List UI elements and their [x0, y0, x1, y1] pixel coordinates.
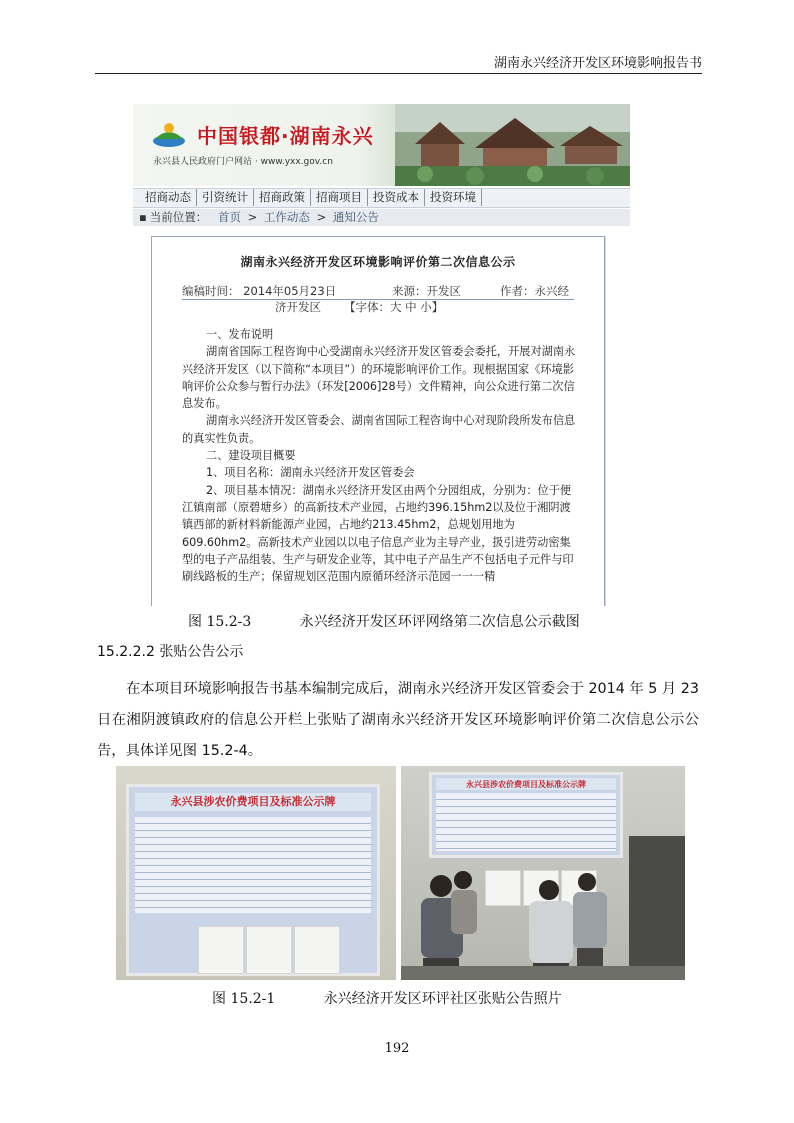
- notice-time: 编稿时间： 2014年05月23日: [182, 284, 337, 298]
- nav-item-1[interactable]: 招商动态: [133, 189, 197, 206]
- notice-paragraph: 2、项目基本情况：湖南永兴经济开发区由两个分园组成，分别为：位于便江镇南部（原碧塘乡）的高新技术产业园，占地约396.15hm2以及位于湘阴渡镇西部的新材料新能源产业园，占地约213.45hm2，总规划用地为609.60hm2。高新技术产业园以以电子信息产业为主导产业，扱引进劳动密集型的电子产品组装、生产与研发企业等，其中电子产品生产不包括电子元件与印刷线路板的生产；保留规划区范围内原循环经济示范园一一一精: [182, 483, 574, 584]
- section-heading: 15.2.2.2 张贴公告公示: [97, 644, 244, 660]
- figure-1-number: 图 15.2-3: [188, 614, 252, 630]
- posted-sheet: [198, 926, 244, 974]
- site-banner: [133, 104, 630, 186]
- board-title: 永兴县涉农价费项目及标准公示牌: [436, 778, 616, 790]
- people-reading-notice: [401, 866, 685, 980]
- figure-1-title: 永兴经济开发区环评网络第二次信息公示截图: [299, 614, 580, 630]
- figure-2-number: 图 15.2-1: [212, 991, 276, 1007]
- notice-heading-1: 一、发布说明: [206, 328, 274, 341]
- site-title: 中国银都·湖南永兴: [197, 124, 374, 148]
- banner-scenery-image: [395, 104, 630, 186]
- notice-source: 来源：开发区: [392, 284, 461, 298]
- nav-item-3[interactable]: 招商政策: [254, 189, 311, 206]
- notice-paragraph: 湖南永兴经济开发区管委会、湖南省国际工程咨询中心对现阶段所发布信息的真实性负责。: [182, 414, 576, 445]
- notice-paragraph: 1、项目名称：湖南永兴经济开发区管委会: [206, 466, 415, 480]
- breadcrumb-work[interactable]: 工作动态: [263, 210, 310, 224]
- notice-title: 湖南永兴经济开发区环境影响评价第二次信息公示: [240, 255, 516, 269]
- nav-item-4[interactable]: 招商项目: [311, 189, 368, 206]
- site-logo-icon: [151, 119, 187, 151]
- notice-body: [182, 326, 578, 585]
- breadcrumb-sep-1: >: [247, 210, 258, 224]
- body-paragraph: [97, 674, 699, 767]
- photo-notice-board-left: [116, 766, 396, 980]
- figure-2-caption: [212, 988, 562, 1008]
- font-size-selector[interactable]: 【字体：大 中 小】: [344, 300, 444, 314]
- notice-panel: [151, 236, 605, 606]
- breadcrumb-sep-2: >: [316, 210, 327, 224]
- breadcrumb-bullet-icon: ▪: [139, 210, 147, 224]
- notice-paragraph: 湖南省国际工程咨询中心受湖南永兴经济开发区管委会委托，开展对湖南永兴经济开发区（以下简称“本项目”）的环境影响评价工作。现根据国家《环境影响评价公众参与暂行办法》（环发[2006]28号）文件精神，向公众进行第二次信息发布。: [182, 345, 576, 411]
- site-nav-bar: [133, 188, 630, 208]
- notice-board: [429, 772, 623, 858]
- page-number: 192: [384, 1041, 410, 1056]
- body-paragraph-text: 在本项目环境影响报告书基本编制完成后，湖南永兴经济开发区管委会于 2014 年 5 月 23 日在湘阴渡镇政府的信息公开栏上张贴了湖南永兴经济开发区环境影响评价第二次信息公示公告，具体详见图 15.2-4。: [97, 681, 699, 759]
- board-title: 永兴县涉农价费项目及标准公示牌: [135, 793, 371, 811]
- website-screenshot: [133, 104, 630, 606]
- breadcrumb-label: 当前位置：: [149, 210, 208, 224]
- site-subtitle: 永兴县人民政府门户网站 · www.yxx.gov.cn: [153, 157, 333, 167]
- notice-author: 作者：永兴经: [500, 284, 569, 298]
- notice-author-cont: 济开发区: [275, 300, 321, 314]
- photo-notice-board-right: [401, 766, 685, 980]
- page-header-title: 湖南永兴经济开发区环境影响报告书: [493, 56, 702, 71]
- posted-sheet: [246, 926, 292, 974]
- notice-meta: [182, 284, 574, 315]
- nav-item-5[interactable]: 投资成本: [368, 189, 425, 206]
- figure-2-title: 永兴经济开发区环评社区张贴公告照片: [323, 991, 562, 1007]
- header-rule: [95, 73, 702, 74]
- posted-sheet: [294, 926, 340, 974]
- notice-heading-2: 二、建设项目概要: [206, 449, 296, 463]
- nav-item-6[interactable]: 投资环境: [425, 189, 482, 206]
- figure-1-caption: [188, 611, 580, 631]
- breadcrumb: [133, 209, 630, 226]
- breadcrumb-home[interactable]: 首页: [217, 210, 241, 224]
- nav-item-2[interactable]: 引资统计: [197, 189, 254, 206]
- breadcrumb-notice[interactable]: 通知公告: [332, 210, 379, 224]
